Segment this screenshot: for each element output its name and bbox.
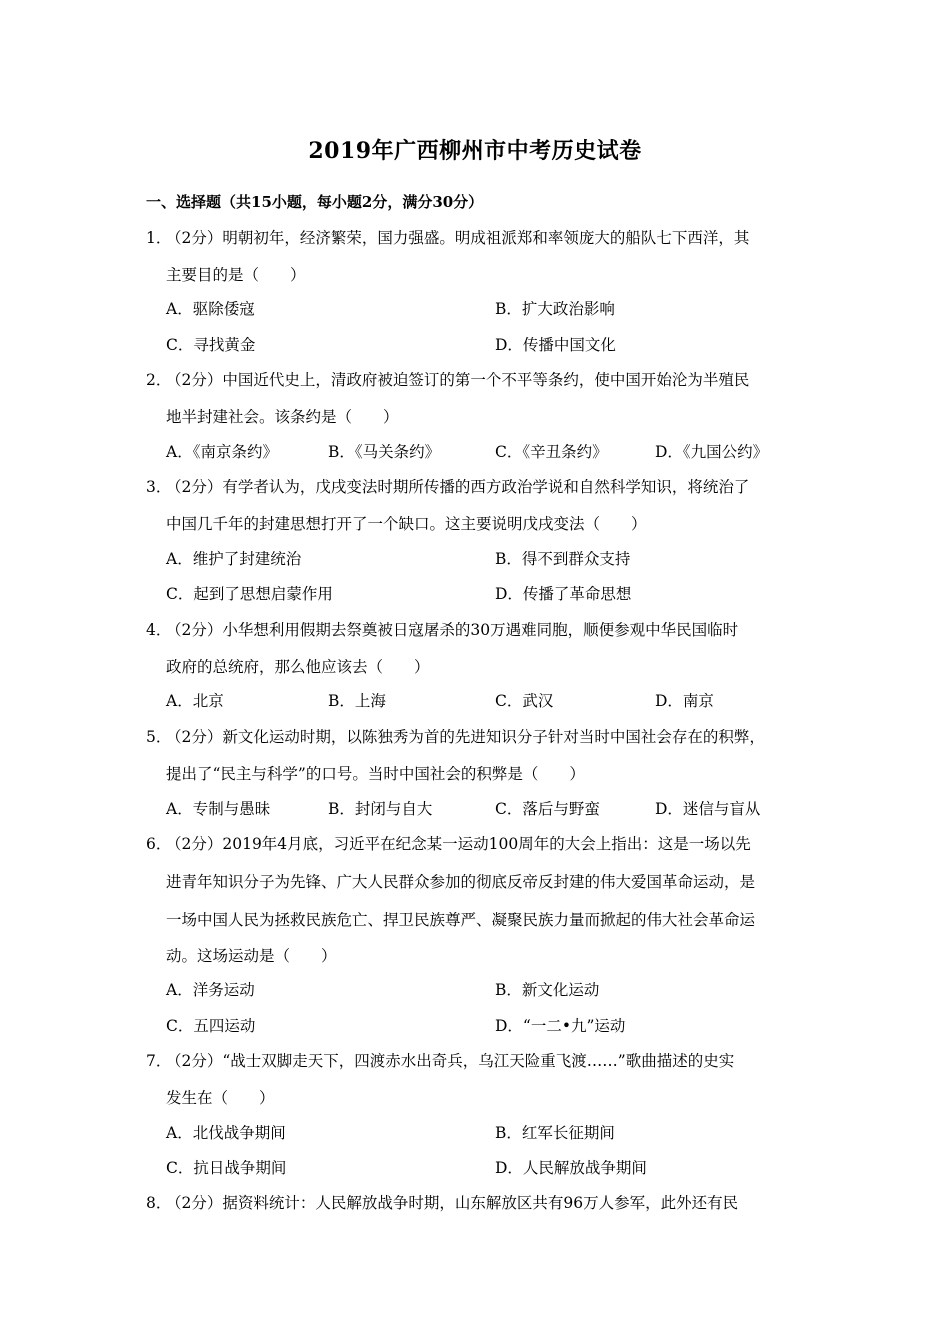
question-text-line: 进青年知识分子为先锋、广大人民群众参加的彻底反帝反封建的伟大爱国革命运动，是 [166, 873, 756, 891]
question-text-line: （2分）有学者认为，戊戌变法时期所传播的西方政治学说和自然科学知识，将统治了 [166, 478, 750, 496]
question-number: 3． [146, 478, 172, 496]
question-text-line: （2分）小华想利用假期去祭奠被日寇屠杀的30万遇难同胞，顺便参观中华民国临时 [166, 621, 739, 639]
option-d: D．传播中国文化 [495, 336, 616, 354]
option-c: C．起到了思想启蒙作用 [166, 585, 333, 603]
option-b: B．上海 [328, 692, 386, 710]
option-b: B．扩大政治影响 [495, 300, 615, 318]
option-d: D．人民解放战争期间 [495, 1159, 647, 1177]
question-number: 2． [146, 371, 172, 389]
question-number: 5． [146, 728, 172, 746]
question-text-line: （2分）新文化运动时期，以陈独秀为首的先进知识分子针对当时中国社会存在的积弊， [166, 728, 765, 746]
option-b: B．得不到群众支持 [495, 550, 631, 568]
question-text-line: （2分）据资料统计：人民解放战争时期，山东解放区共有96万人参军，此外还有民 [166, 1194, 739, 1212]
option-a: A．维护了封建统治 [166, 550, 302, 568]
option-c: C．落后与野蛮 [495, 800, 600, 818]
section-heading: 一、选择题（共15小题，每小题2分，满分30分） [146, 193, 484, 211]
page-title: 2019年广西柳州市中考历史试卷 [308, 138, 642, 164]
question-number: 1． [146, 229, 172, 247]
question-text-line: 提出了“民主与科学”的口号。当时中国社会的积弊是（ ） [166, 765, 585, 783]
option-d: D．《九国公约》 [655, 443, 769, 461]
option-c: C．《辛丑条约》 [495, 443, 608, 461]
question-text-line: 地半封建社会。该条约是（ ） [166, 408, 399, 426]
option-d: D．南京 [655, 692, 714, 710]
question-text-line: 发生在（ ） [166, 1089, 275, 1107]
question-number: 8． [146, 1194, 172, 1212]
question-text-line: 政府的总统府，那么他应该去（ ） [166, 658, 430, 676]
option-c: C．抗日战争期间 [166, 1159, 287, 1177]
option-d: D．“一二•九”运动 [495, 1017, 626, 1035]
option-a: A．驱除倭寇 [166, 300, 255, 318]
option-c: C．五四运动 [166, 1017, 256, 1035]
option-b: B．封闭与自大 [328, 800, 433, 818]
option-a: A．专制与愚昧 [166, 800, 271, 818]
option-a: A．洋务运动 [166, 981, 255, 999]
option-d: D．传播了革命思想 [495, 585, 632, 603]
option-a: A．北伐战争期间 [166, 1124, 286, 1142]
option-b: B．《马关条约》 [328, 443, 441, 461]
question-text-line: （2分）“战士双脚走天下，四渡赤水出奇兵，乌江天险重飞渡……”歌曲描述的史实 [166, 1052, 735, 1070]
question-text-line: 一场中国人民为拯救民族危亡、捍卫民族尊严、凝聚民族力量而掀起的伟大社会革命运 [166, 911, 756, 929]
question-text-line: 中国几千年的封建思想打开了一个缺口。这主要说明戊戌变法（ ） [166, 515, 647, 533]
option-d: D．迷信与盲从 [655, 800, 761, 818]
option-a: A．《南京条约》 [166, 443, 278, 461]
question-number: 4． [146, 621, 172, 639]
question-text-line: 主要目的是（ ） [166, 266, 306, 284]
question-text-line: （2分）中国近代史上，清政府被迫签订的第一个不平等条约，使中国开始沦为半殖民 [166, 371, 750, 389]
option-a: A．北京 [166, 692, 224, 710]
question-text-line: 动。这场运动是（ ） [166, 947, 337, 965]
option-b: B．红军长征期间 [495, 1124, 615, 1142]
question-number: 7． [146, 1052, 172, 1070]
question-text-line: （2分）明朝初年，经济繁荣，国力强盛。明成祖派郑和率领庞大的船队七下西洋，其 [166, 229, 750, 247]
question-text-line: （2分）2019年4月底，习近平在纪念某一运动100周年的大会上指出：这是一场以先 [166, 835, 751, 853]
option-b: B．新文化运动 [495, 981, 600, 999]
question-number: 6． [146, 835, 172, 853]
option-c: C．寻找黄金 [166, 336, 256, 354]
option-c: C．武汉 [495, 692, 554, 710]
